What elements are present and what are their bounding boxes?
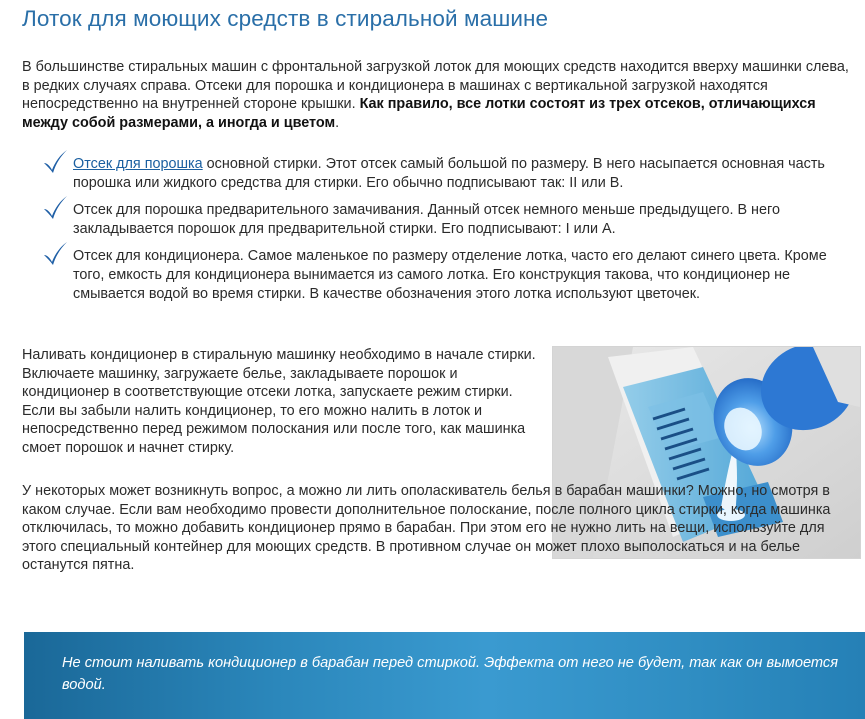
powder-compartment-link[interactable]: Отсек для порошка: [73, 156, 203, 172]
intro-bold-text: Как правило, все лотки состоят из трех отсеков, отличающихся между собой размерами, а иногда и цветом: [22, 96, 816, 131]
tip-banner: [24, 632, 865, 719]
list-item: [42, 247, 857, 303]
checkmark-icon: [42, 149, 68, 175]
list-item: [42, 201, 857, 238]
compartment-list: [42, 155, 857, 303]
body-paragraph-2: У некоторых может возникнуть вопрос, а можно ли лить ополаскиватель белья в барабан машинки? Можно, но смотря в каком случае. Если вам необходимо провести дополнительное полоскание, после полного цикла стирки, когда машинка отключилась, то можно добавить кондиционер прямо в барабан. При этом его не нужно лить на вещи, используйте для этого специальный контейнер для моющих средств. В противном случае он может плохо выполоскаться и на белье останутся пятна.: [22, 483, 831, 574]
list-item-text: Отсек для порошка предварительного замачивания. Данный отсек немного меньше предыдущего. В него закладывается порошок для предварительной стирки. Его подписывают: I или А.: [73, 202, 780, 237]
list-item-text: основной стирки. Этот отсек самый большой по размеру. В него насыпается основная часть порошка или жидкого средства для стирки. Его обычно подписывают так: II или В.: [73, 156, 825, 191]
tip-banner-text: Не стоит наливать кондиционер в барабан перед стиркой. Эффекта от него не будет, так как он вымоется водой.: [62, 655, 839, 693]
intro-text: В большинстве стиральных машин с фронтальной загрузкой лоток для моющих средств находится вверху машинки слева, в редких случаях справа. Отсеки для порошка и кондиционера в машинах с вертикальной загрузкой находятся непосредственно на внутренней стороне крышки.: [22, 59, 849, 113]
checkmark-icon: [42, 195, 68, 221]
list-item-text: Отсек для кондиционера. Самое маленькое по размеру отделение лотка, часто его делают синего цвета. Кроме того, емкость для кондиционера вынимается из самого лотка. Его конструкция такова, что кондиционер не смывается водой во время стирки. В качестве обозначения этого лотка используют цветочек.: [73, 248, 827, 302]
body-paragraph-1: Наливать кондиционер в стиральную машинку необходимо в начале стирки. Включаете машинку, загружаете белье, закладываете порошок и кондиционер в соответствующие отсеки лотка, запускаете режим стирки. Если вы забыли налить кондиционер, то его можно налить в лоток и непосредственно перед режимом полоскания или после того, как машинка смоет порошок и начнет стирку.: [22, 347, 536, 456]
list-item: [42, 155, 857, 192]
checkmark-icon: [42, 241, 68, 267]
intro-end: .: [335, 114, 340, 131]
page-title: Лоток для моющих средств в стиральной машине: [22, 6, 549, 31]
intro-paragraph: [22, 58, 852, 132]
